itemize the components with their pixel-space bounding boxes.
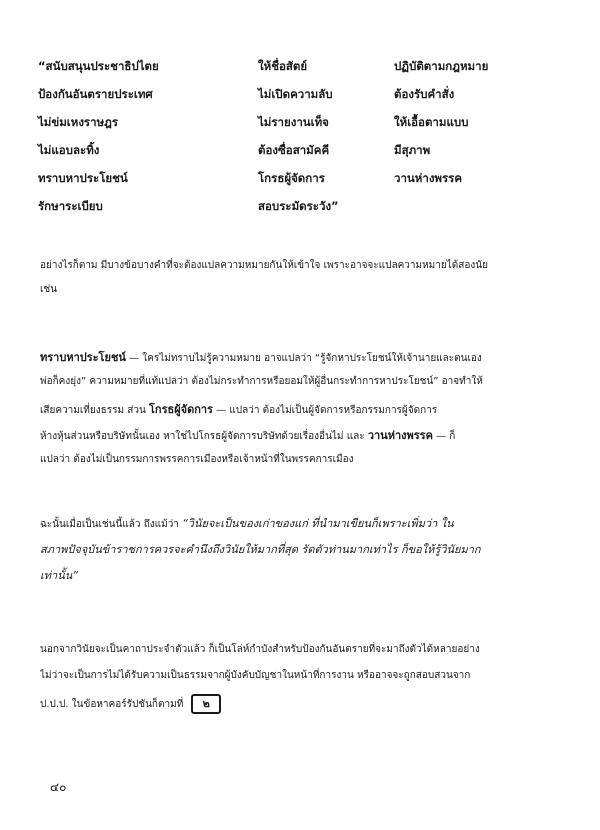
quote-text: “วินัยจะเป็นของเก่าของแก่ ที่นำมาเขียนก็เพราะเพิ่มว่า ใน	[182, 517, 454, 530]
grid-cell: ไม่เปิดความลับ	[258, 87, 333, 101]
grid-cell: มีสุภาพ	[394, 143, 431, 157]
grid-cell: ต้องรับคำสั่ง	[394, 87, 455, 101]
grid-row	[38, 86, 578, 114]
grid-cell: ป้องกันอันตรายประเทศ	[38, 87, 153, 101]
grid-cell: รักษาระเบียบ	[38, 199, 103, 213]
paragraph-3-line: สภาพปัจจุบันข้าราชการควรจะคำนึงถึงวินัยให้มากที่สุด รัดตัวท่านมากเท่าไร ก็ขอให้รู้วินัยมาก	[40, 543, 481, 556]
text-span: เสียความเที่ยงธรรม ส่วน	[40, 405, 149, 416]
term-highlight: ทราบหาประโยชน์	[40, 351, 126, 364]
text-span: — ใครไม่ทราบไม่รู้ความหมาย อาจแปลว่า “รู้จักหาประโยชน์ให้เจ้านายและตนเอง	[125, 353, 482, 364]
grid-cell: วานห่างพรรค	[394, 171, 463, 185]
text-span: ห้างหุ้นส่วนหรือบริษัทนั้นเอง หาใช่ไปโกรธผู้จัดการบริษัทด้วยเรื่องอื่นไม่ และ	[40, 431, 368, 442]
term-highlight: โกรธผู้จัดการ	[149, 403, 213, 416]
text-span: ฉะนั้นเมื่อเป็นเช่นนี้แล้ว ถึงแม้ว่า	[40, 519, 183, 530]
grid-row	[38, 198, 578, 226]
grid-cell: ปฏิบัติตามกฎหมาย	[394, 59, 489, 73]
term-highlight: วานห่างพรรค	[367, 429, 433, 442]
paragraph-2-line: พ่อก็คงยุ่ง” ความหมายที่แท้แปลว่า ต้องไม่กระทำการหรือยอมให้ผู้อื่นกระทำการหาประโยชน์” อาจทำให้	[40, 376, 483, 387]
grid-row	[38, 58, 578, 86]
grid-cell: โกรธผู้จัดการ	[258, 171, 325, 185]
grid-row	[38, 170, 578, 198]
grid-cell: ไม่แอบละทิ้ง	[38, 143, 100, 157]
grid-cell: ให้เอื้อตามแบบ	[394, 115, 469, 129]
grid-cell: ต้องซื่อสามัคคี	[258, 143, 330, 157]
paragraph-2-line	[40, 426, 568, 444]
discipline-word-grid	[38, 58, 578, 226]
paragraph-3-line	[40, 514, 568, 532]
paragraph-4-line: นอกจากวินัยจะเป็นคาถาประจำตัวแล้ว ก็เป็นโล่ห์กำบังสำหรับป้องกันอันตรายที่จะมาถึงตัวได้หลายอย่าง	[40, 644, 480, 655]
paragraph-1-line: เช่น	[40, 284, 58, 295]
grid-cell: “สนับสนุนประชาธิปไตย	[38, 59, 159, 73]
number-badge: ๒	[191, 694, 221, 714]
paragraph-3-line: เท่านั้น”	[40, 569, 78, 582]
paragraph-2-line	[40, 348, 568, 366]
text-span: — แปลว่า ต้องไม่เป็นผู้จัดการหรือกรรมการผู้จัดการ	[212, 405, 438, 416]
grid-cell: สอบระมัดระวัง”	[258, 199, 339, 213]
grid-cell: ให้ชื่อสัตย์	[258, 59, 308, 73]
paragraph-2-line: แปลว่า ต้องไม่เป็นกรรมการพรรคการเมืองหรือเจ้าหน้าที่ในพรรคการเมือง	[40, 454, 354, 465]
text-span: — ก็	[432, 431, 456, 442]
grid-cell: ไม่ข่มเหงราษฎร	[38, 115, 119, 129]
paragraph-4-line: ไม่ว่าจะเป็นการไม่ได้รับความเป็นธรรมจากผู้บังคับบัญชาในหน้าที่การงาน หรืออาจจะถูกสอบสวนจาก	[40, 670, 471, 681]
paragraph-2-line	[40, 400, 568, 418]
grid-cell: ไม่รายงานเท็จ	[258, 115, 329, 129]
paragraph-4-line	[40, 694, 568, 714]
grid-row	[38, 142, 578, 170]
paragraph-1-line: อย่างไรก็ตาม มีบางข้อบางคำที่จะต้องแปลความหมายกันให้เข้าใจ เพราะอาจจะแปลความหมายได้สองนัย	[40, 260, 488, 271]
text-span: ป.ป.ป. ในข้อหาคอร์รัปชันก็ตามที่	[40, 699, 184, 710]
grid-row	[38, 114, 578, 142]
page-number: ๔๐	[50, 780, 67, 794]
grid-cell: ทราบหาประโยชน์	[38, 171, 128, 185]
